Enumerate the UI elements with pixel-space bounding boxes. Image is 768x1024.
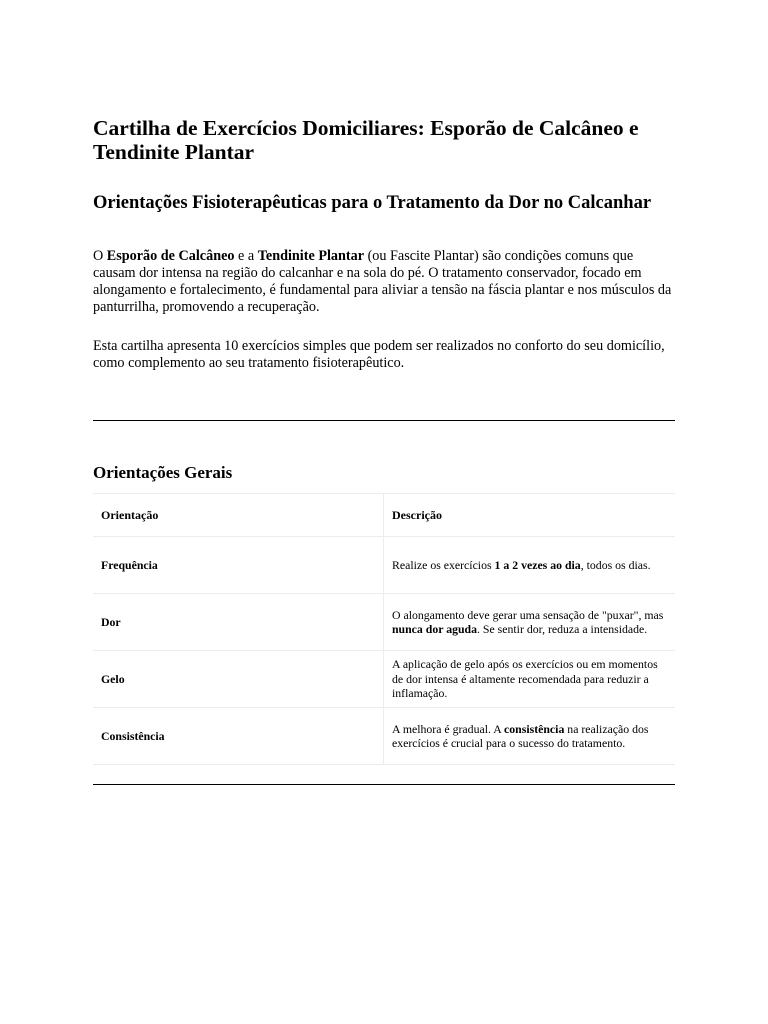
column-header: Descrição — [384, 494, 676, 537]
description-text: O alongamento deve gerar uma sensação de "puxar", mas — [392, 607, 664, 622]
description-bold: nunca dor aguda — [392, 622, 478, 636]
document-title: Cartilha de Exercícios Domiciliares: Esporão de Calcâneo e Tendinite Plantar — [93, 116, 639, 164]
table-header-row — [93, 494, 675, 537]
description-bold: consistência — [504, 721, 565, 736]
table-row — [93, 594, 675, 651]
description-bold: 1 a 2 vezes ao dia — [494, 557, 581, 572]
intro-bold-term: Tendinite Plantar — [257, 248, 365, 264]
row-label: Consistência — [93, 708, 384, 765]
table-row — [93, 537, 675, 594]
row-description — [384, 537, 676, 594]
intro-paragraph-2: Esta cartilha apresenta 10 exercícios simples que podem ser realizados no conforto do seu domicílio, como complemento ao seu tratamento fisioterapêutico. — [93, 338, 665, 371]
description-text: A melhora é gradual. A — [392, 721, 505, 736]
intro-text: O — [93, 248, 107, 264]
intro-bold-term: Esporão de Calcâneo — [106, 248, 235, 264]
guidelines-table — [93, 493, 675, 765]
description-text: na realização dos exercícios é crucial para o sucesso do tratamento. — [392, 721, 649, 750]
intro-text: (ou Fascite Plantar) são condições comuns que causam dor intensa na região do calcanhar e na sola do pé. O tratamento conservador, focado em alongamento e fortalecimento, é fundamental para aliviar a tensão na fáscia plantar e nos músculos da panturrilha, promovendo a recuperação. — [93, 248, 672, 315]
intro-paragraph — [93, 248, 675, 316]
document-subtitle: Orientações Fisioterapêuticas para o Tratamento da Dor no Calcanhar — [93, 193, 652, 213]
table-row — [93, 651, 675, 708]
description-text: . Se sentir dor, reduza a intensidade. — [477, 622, 648, 636]
row-label: Gelo — [93, 651, 384, 708]
intro-text: e a — [234, 248, 258, 264]
row-description — [384, 651, 676, 708]
description-text: , todos os dias. — [580, 557, 651, 572]
table-row — [93, 708, 675, 765]
row-description — [384, 594, 676, 651]
description-text: A aplicação de gelo após os exercícios ou em momentos de dor intensa é altamente recomendada para reduzir a inflamação. — [392, 657, 658, 701]
section-divider — [93, 420, 675, 421]
section-divider — [93, 784, 675, 785]
column-header: Orientação — [93, 494, 384, 537]
section-title: Orientações Gerais — [93, 463, 233, 482]
description-text: Realize os exercícios — [392, 557, 495, 572]
row-label: Frequência — [93, 537, 384, 594]
row-description — [384, 708, 676, 765]
row-label: Dor — [93, 594, 384, 651]
